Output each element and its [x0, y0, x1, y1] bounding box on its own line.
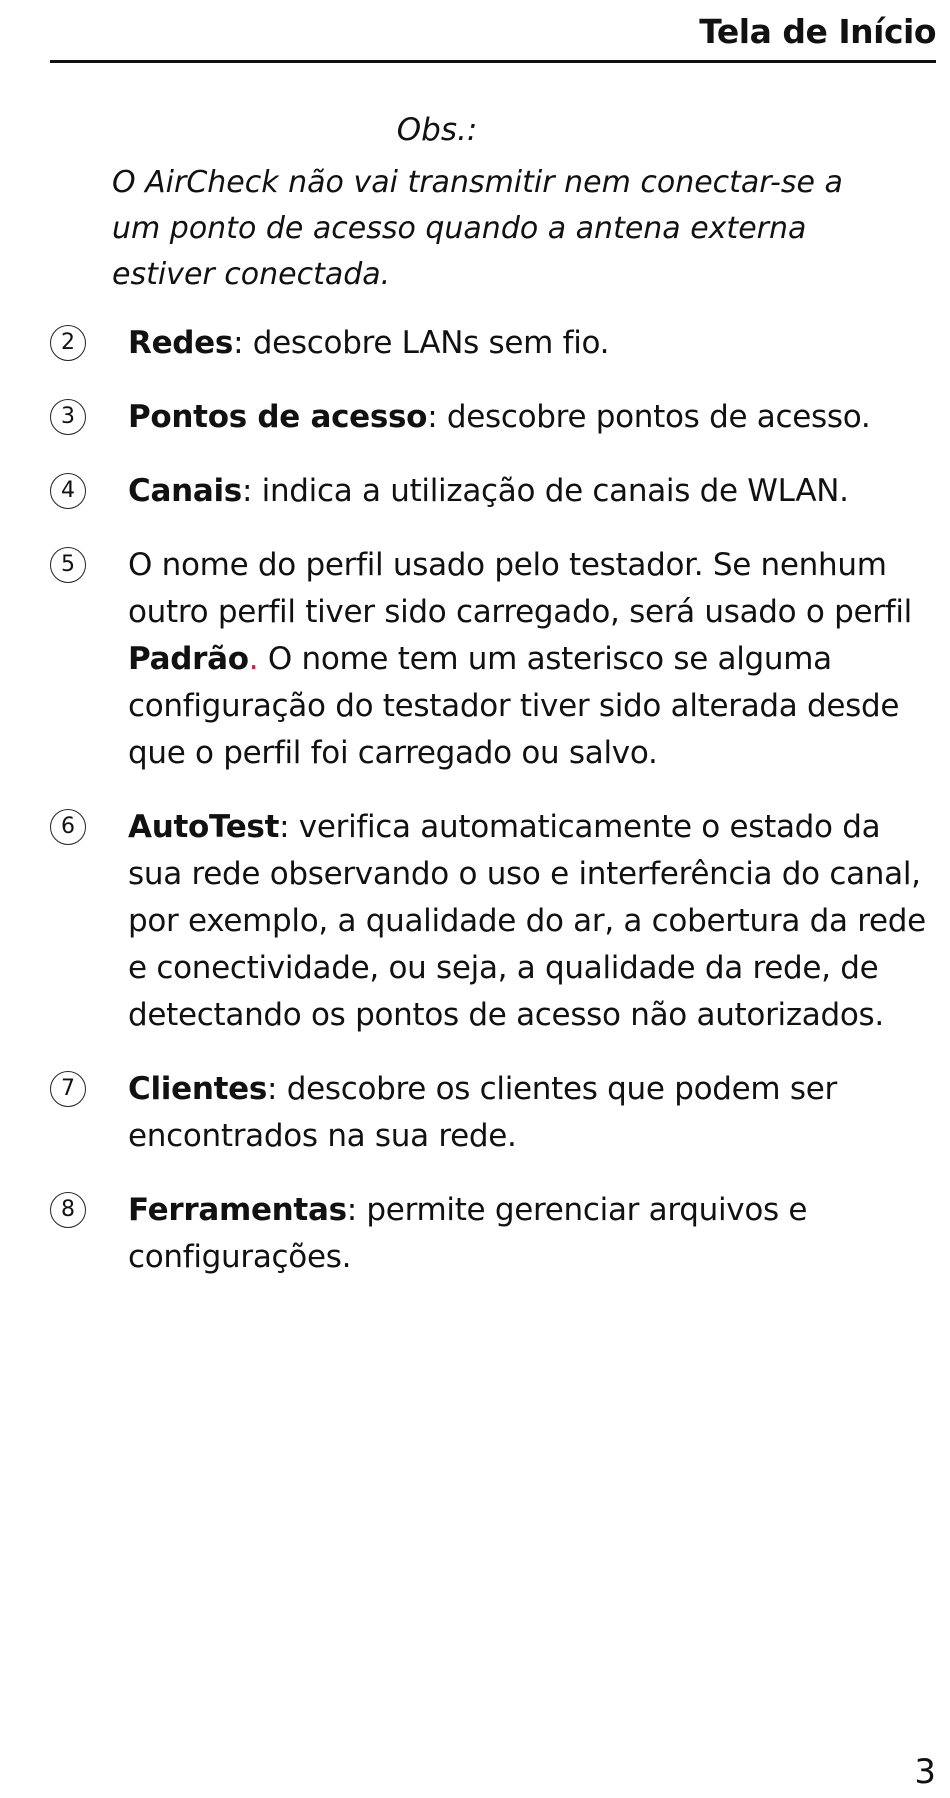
list-item-tools: [50, 1187, 940, 1281]
item-description: : descobre pontos de acesso.: [427, 399, 871, 435]
item-number-badge: 3: [50, 399, 86, 435]
item-description-start: O nome do perfil usado pelo testador. Se nenhum outro perfil tiver sido carregado, será usado o perfil: [128, 547, 912, 630]
list-item-access-points: [50, 394, 940, 441]
item-term: Pontos de acesso: [128, 399, 428, 435]
note-label: Obs.:: [396, 112, 478, 148]
item-number-badge: 6: [50, 809, 86, 845]
item-number-badge: 2: [50, 325, 86, 361]
item-red-dot: .: [248, 641, 259, 677]
item-term: Ferramentas: [128, 1192, 347, 1228]
item-description: : descobre LANs sem fio.: [233, 325, 610, 361]
list-item-profile-name: [50, 542, 940, 777]
item-description: : indica a utilização de canais de WLAN.: [241, 473, 849, 509]
item-description: : descobre os clientes que podem ser encontrados na sua rede.: [128, 1071, 837, 1154]
item-description-end: O nome tem um asterisco se alguma configuração do testador tiver sido alterada desde que o perfil foi carregado ou salvo.: [128, 641, 900, 771]
feature-list: [50, 320, 940, 1308]
list-item-clients: [50, 1066, 940, 1160]
note-block: [112, 106, 912, 298]
page-number: 3: [914, 1752, 936, 1792]
item-number-badge: 5: [50, 547, 86, 583]
page-header: [50, 10, 936, 63]
item-term: Redes: [128, 325, 234, 361]
item-description: : verifica automaticamente o estado da sua rede observando o uso e interferência do canal, por exemplo, a qualidade do ar, a cobertura da rede e conectividade, ou seja, a qualidade da rede, de detectando os pontos de acesso não autorizados.: [128, 809, 926, 1033]
item-description: : permite gerenciar arquivos e configurações.: [128, 1192, 808, 1275]
list-item-networks: [50, 320, 940, 367]
item-term: Padrão: [128, 641, 249, 677]
item-term: AutoTest: [128, 809, 280, 845]
note-text: O AirCheck não vai transmitir nem conectar-se a um ponto de acesso quando a antena externa estiver conectada.: [112, 165, 843, 292]
list-item-channels: [50, 468, 940, 515]
item-term: Clientes: [128, 1071, 267, 1107]
page-title: Tela de Início: [699, 12, 936, 51]
item-number-badge: 7: [50, 1071, 86, 1107]
item-number-badge: 4: [50, 473, 86, 509]
list-item-autotest: [50, 804, 940, 1039]
item-number-badge: 8: [50, 1192, 86, 1228]
item-term: Canais: [128, 473, 242, 509]
